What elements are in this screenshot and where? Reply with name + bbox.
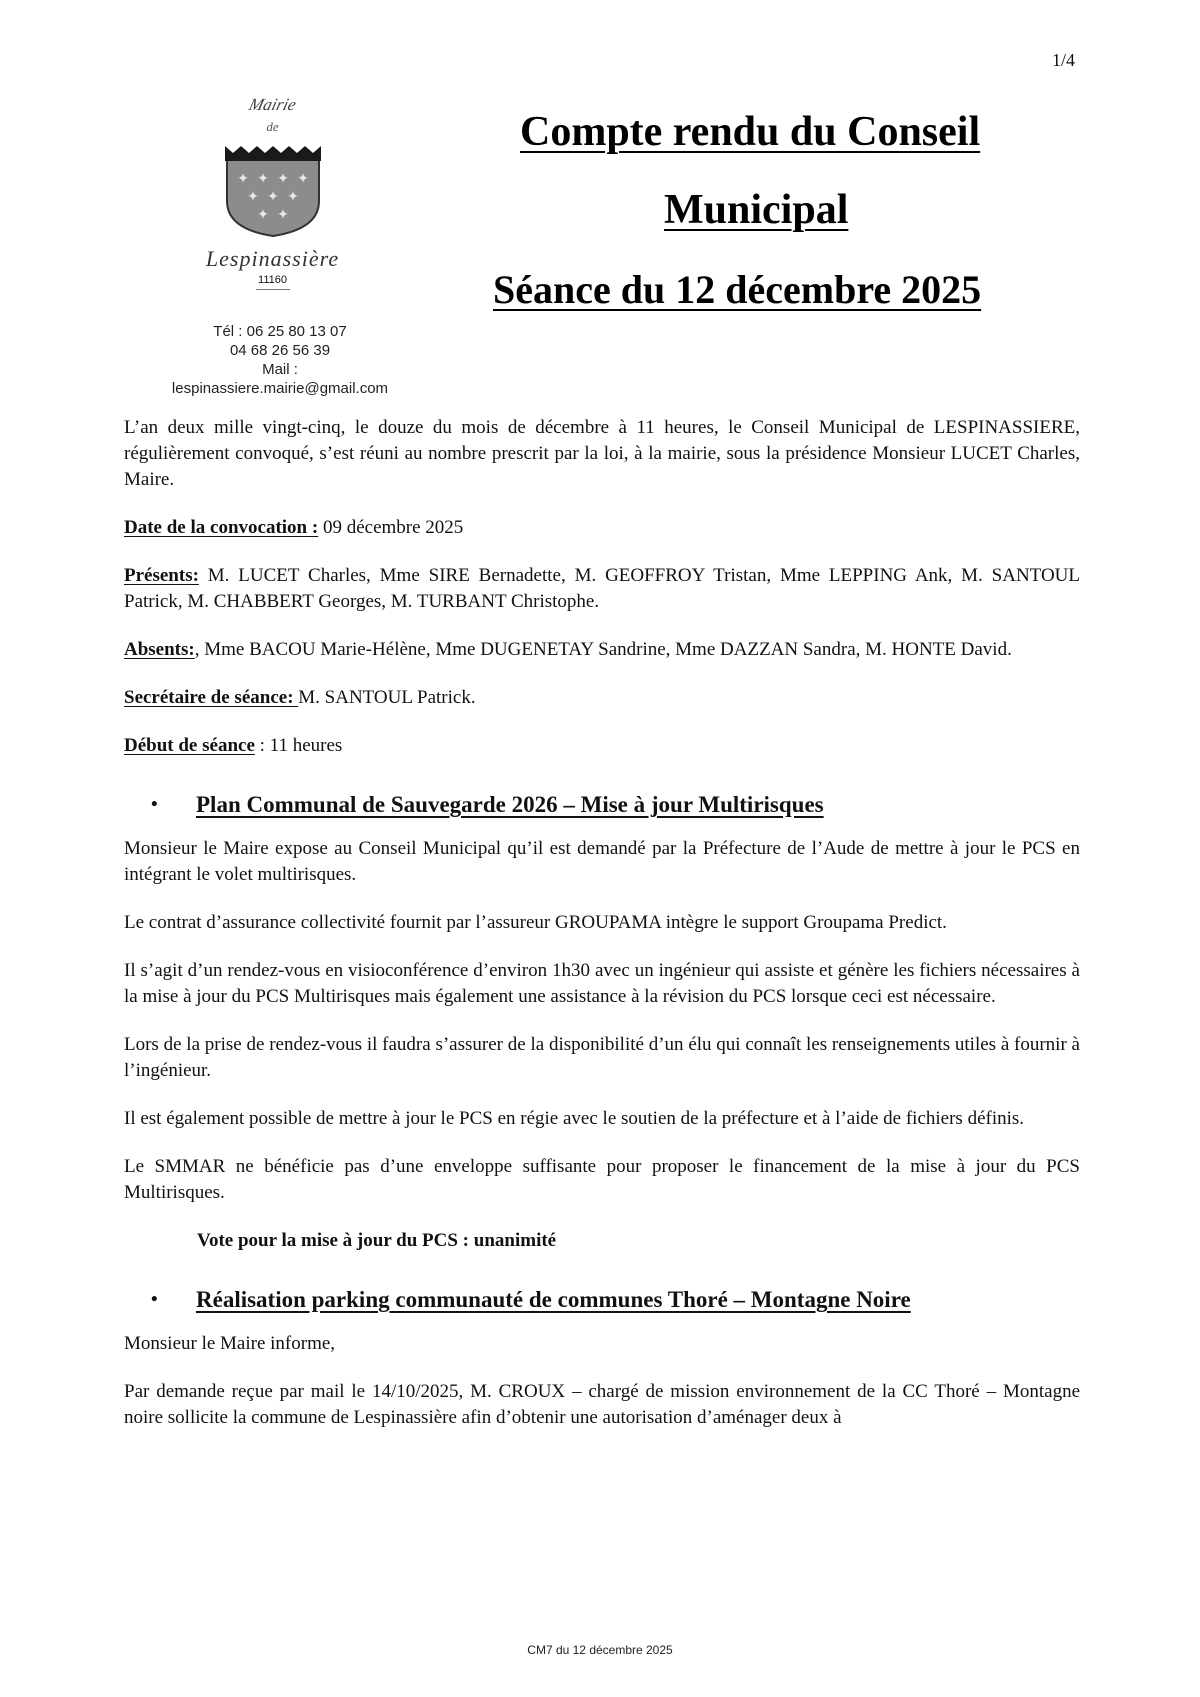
debut-label: Début de séance [124, 735, 255, 756]
svg-text:✦: ✦ [276, 171, 289, 187]
debut-value: : 11 heures [254, 735, 343, 756]
logo-town-script: Lespinassière [205, 246, 340, 271]
title-line-3: Séance du 12 décembre 2025 [493, 267, 982, 312]
svg-text:✦: ✦ [236, 171, 249, 187]
section-2-heading [124, 1287, 1080, 1313]
svg-text:✦: ✦ [276, 207, 289, 223]
section-1-paragraph: Il est également possible de mettre à jour le PCS en régie avec le soutien de la préfecture et à l’aide de fichiers définis. [124, 1108, 1025, 1129]
phone-line-2: 04 68 26 56 39 [229, 342, 331, 359]
svg-text:✦: ✦ [246, 189, 259, 205]
title-line-1: Compte rendu du Conseil [520, 109, 981, 155]
secretaire-line [124, 685, 1080, 711]
document-body [124, 415, 1080, 1453]
mail-label: Mail : [262, 361, 298, 378]
mail-address: lespinassiere.mairie@gmail.com [171, 380, 389, 397]
title-line-2: Municipal [664, 187, 849, 233]
page-footer: CM7 du 12 décembre 2025 [527, 1643, 673, 1657]
presents-value: M. LUCET Charles, Mme SIRE Bernadette, M. GEOFFROY Tristan, Mme LEPPING Ank, M. SANTOUL Patrick, M. CHABBERT Georges, M. TURBANT Christophe. [124, 565, 1080, 612]
debut-line [124, 733, 1080, 759]
contact-block [150, 322, 410, 398]
absents-label: Absents: [124, 639, 195, 660]
svg-text:✦: ✦ [266, 189, 279, 205]
presents-line [124, 563, 1080, 615]
section-1-paragraph: Le SMMAR ne bénéficie pas d’une enveloppe suffisante pour proposer le financement de la mise à jour du PCS Multirisques. [124, 1156, 1080, 1203]
svg-text:✦: ✦ [256, 207, 269, 223]
secretaire-value: M. SANTOUL Patrick. [298, 687, 476, 708]
presents-label: Présents: [124, 565, 199, 586]
section-1-paragraph: Il s’agit d’un rendez-vous en visioconférence d’environ 1h30 avec un ingénieur qui assiste et génère les fichiers nécessaires à la mise à jour du PCS Multirisques mais également une assistance à la révision du PCS lorsque ceci est nécessaire. [124, 960, 1080, 1007]
logo-divider [256, 289, 290, 290]
section-1-paragraph: Le contrat d’assurance collectivité fournit par l’assureur GROUPAMA intègre le support Groupama Predict. [124, 912, 947, 933]
convocation-value: 09 décembre 2025 [318, 517, 464, 538]
bullet-icon: • [151, 794, 158, 815]
svg-text:✦: ✦ [296, 171, 309, 187]
intro-paragraph: L’an deux mille vingt-cinq, le douze du mois de décembre à 11 heures, le Conseil Municipal de LESPINASSIERE, régulièrement convoqué, s’est réuni au nombre prescrit par la loi, à la mairie, sous la présidence Monsieur LUCET Charles, Maire. [124, 417, 1080, 490]
section-2-paragraph: Par demande reçue par mail le 14/10/2025, M. CROUX – chargé de mission environnement de la CC Thoré – Montagne noire sollicite la commune de Lespinassière afin d’obtenir une autorisation d’aménager deux à [124, 1381, 1080, 1428]
section-1-heading [124, 792, 1080, 818]
section-2-paragraph: Monsieur le Maire informe, [124, 1333, 336, 1354]
absents-line [124, 637, 1080, 663]
svg-text:✦: ✦ [286, 189, 299, 205]
bullet-icon: • [151, 1289, 158, 1310]
secretaire-label: Secrétaire de séance: [124, 687, 299, 708]
section-1-vote: Vote pour la mise à jour du PCS : unanimité [197, 1230, 557, 1251]
logo-de-text: de [266, 119, 279, 134]
mairie-logo [185, 95, 360, 290]
page-number: 1/4 [1052, 50, 1076, 70]
convocation-label: Date de la convocation : [124, 517, 319, 538]
section-1-title: Plan Communal de Sauvegarde 2026 – Mise à jour Multirisques [196, 792, 824, 817]
logo-mairie-text: Mairie [246, 95, 299, 114]
svg-text:✦: ✦ [256, 171, 269, 187]
absents-value: , Mme BACOU Marie-Hélène, Mme DUGENETAY Sandrine, Mme DAZZAN Sandra, M. HONTE David. [194, 639, 1012, 660]
section-1-paragraph: Lors de la prise de rendez-vous il faudra s’assurer de la disponibilité d’un élu qui connaît les renseignements utiles à fournir à l’ingénieur. [124, 1034, 1080, 1081]
logo-zip: 11160 [258, 274, 287, 286]
section-2-title: Réalisation parking communauté de communes Thoré – Montagne Noire [196, 1287, 911, 1312]
section-1-paragraph: Monsieur le Maire expose au Conseil Municipal qu’il est demandé par la Préfecture de l’Aude de mettre à jour le PCS en intégrant le volet multirisques. [124, 838, 1080, 885]
coat-of-arms-icon [223, 143, 323, 238]
convocation-line [124, 515, 1080, 541]
phone-line-1: Tél : 06 25 80 13 07 [213, 323, 347, 340]
